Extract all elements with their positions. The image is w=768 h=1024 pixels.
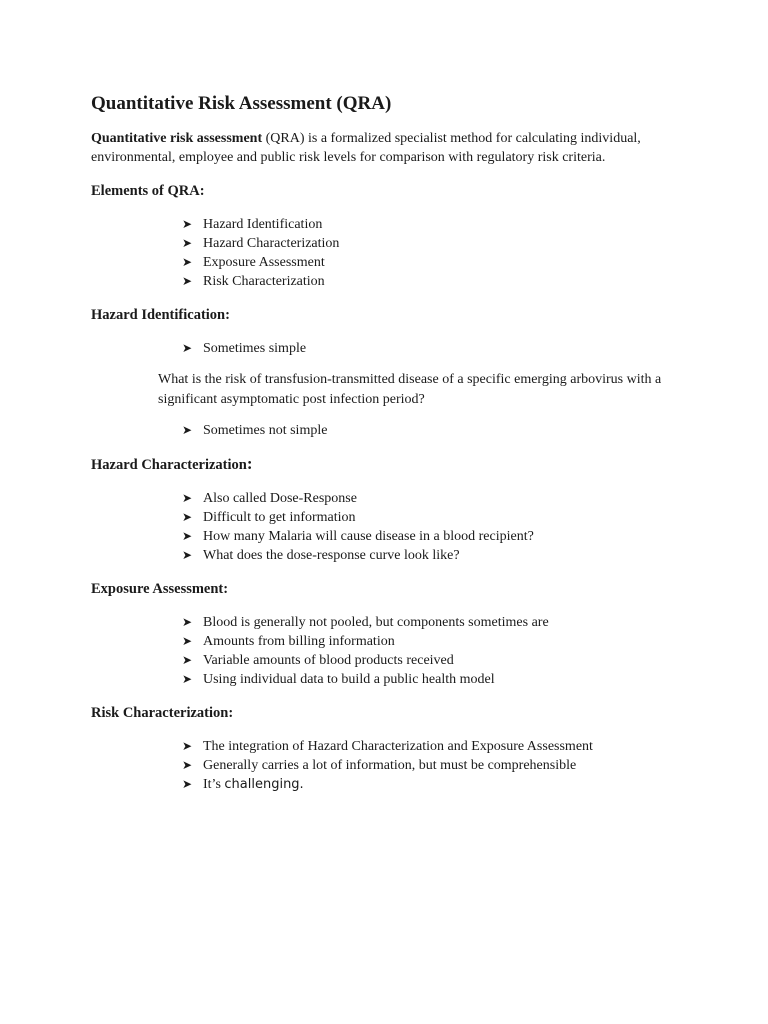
- list-item: ➤ Also called Dose-Response: [182, 491, 357, 506]
- hazard-identification-list-b: [91, 421, 691, 440]
- arrow-bullet-icon: ➤: [182, 634, 193, 648]
- intro-text: (QRA) is a formalized specialist method for calculating individual, environmental, employee and public risk levels for comparison with regulatory risk criteria.: [91, 131, 641, 165]
- arrow-bullet-icon: ➤: [182, 274, 193, 288]
- arrow-bullet-icon: ➤: [182, 653, 193, 667]
- list-item: ➤ Hazard Identification: [182, 217, 323, 232]
- arrow-bullet-icon: ➤: [182, 510, 193, 524]
- heading-hazard-identification: Hazard Identification:: [91, 307, 230, 323]
- hazard-characterization-list: [91, 489, 691, 565]
- elements-list: [91, 215, 691, 291]
- list-item: ➤ What does the dose-response curve look like?: [182, 548, 460, 563]
- list-item: ➤ The integration of Hazard Characterization and Exposure Assessment: [182, 739, 593, 754]
- arrow-bullet-icon: ➤: [182, 529, 193, 543]
- heading-elements-of-qra: Elements of QRA:: [91, 183, 205, 199]
- list-item: ➤ How many Malaria will cause disease in a blood recipient?: [182, 529, 534, 544]
- arrow-bullet-icon: ➤: [182, 255, 193, 269]
- list-item: ➤ Sometimes not simple: [182, 423, 328, 438]
- heading-exposure-assessment: Exposure Assessment:: [91, 581, 229, 597]
- hazard-identification-list-a: [91, 339, 691, 358]
- document-page: [91, 92, 691, 794]
- hazard-identification-paragraph: What is the risk of transfusion-transmitted disease of a specific emerging arbovirus with a significant asymptomatic post infection period?: [158, 372, 662, 407]
- list-item: ➤ Amounts from billing information: [182, 634, 395, 649]
- document-title: Quantitative Risk Assessment (QRA): [91, 93, 392, 114]
- heading-risk-characterization: Risk Characterization:: [91, 705, 234, 721]
- list-item: ➤ Exposure Assessment: [182, 255, 325, 270]
- arrow-bullet-icon: ➤: [182, 548, 193, 562]
- risk-characterization-list: [91, 737, 691, 794]
- arrow-bullet-icon: ➤: [182, 217, 193, 231]
- list-item: ➤ Risk Characterization: [182, 274, 325, 289]
- arrow-bullet-icon: ➤: [182, 672, 193, 686]
- list-item: ➤ Variable amounts of blood products received: [182, 653, 454, 668]
- list-item: ➤ Hazard Characterization: [182, 236, 340, 251]
- intro-paragraph: [91, 129, 691, 167]
- exposure-assessment-list: [91, 613, 691, 689]
- arrow-bullet-icon: ➤: [182, 739, 193, 753]
- list-item: ➤ Using individual data to build a public health model: [182, 672, 495, 687]
- arrow-bullet-icon: ➤: [182, 341, 193, 355]
- arrow-bullet-icon: ➤: [182, 758, 193, 772]
- list-item: ➤ Difficult to get information: [182, 510, 356, 525]
- arrow-bullet-icon: ➤: [182, 236, 193, 250]
- arrow-bullet-icon: ➤: [182, 491, 193, 505]
- arrow-bullet-icon: ➤: [182, 777, 193, 791]
- list-item: ➤ It’s challenging.: [182, 777, 304, 792]
- arrow-bullet-icon: ➤: [182, 423, 193, 437]
- heading-hazard-characterization: Hazard Characterization:: [91, 454, 253, 473]
- arrow-bullet-icon: ➤: [182, 615, 193, 629]
- list-item: ➤ Blood is generally not pooled, but components sometimes are: [182, 615, 549, 630]
- list-item: ➤ Sometimes simple: [182, 341, 307, 356]
- list-item: ➤ Generally carries a lot of information, but must be comprehensible: [182, 758, 577, 773]
- intro-bold-term: Quantitative risk assessment: [91, 131, 263, 146]
